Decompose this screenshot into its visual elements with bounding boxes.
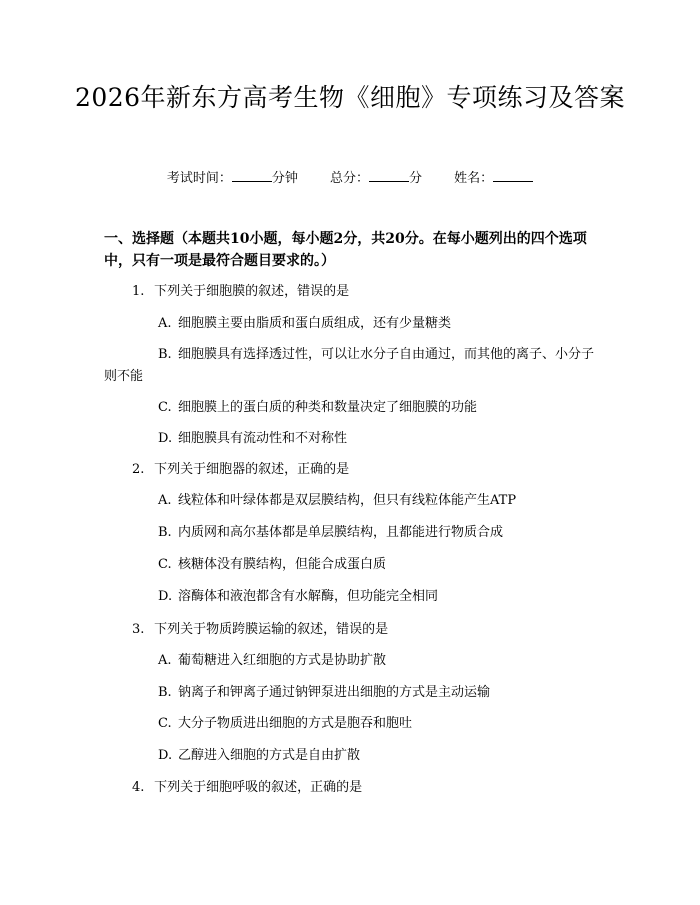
answer-option: [104, 428, 600, 450]
option-letter: D.: [158, 431, 173, 446]
answer-option: [104, 313, 600, 335]
answer-option: [104, 490, 600, 512]
question-text: 下列关于细胞呼吸的叙述，正确的是: [154, 780, 363, 795]
answer-option: [104, 554, 600, 576]
question-number: 2.: [132, 462, 145, 477]
option-text: 核糖体没有膜结构，但能合成蛋白质: [178, 557, 387, 572]
option-text: 溶酶体和液泡都含有水解酶，但功能完全相同: [178, 589, 439, 604]
option-letter: B.: [158, 525, 172, 540]
answer-option: [104, 586, 600, 608]
total-score-blank: [369, 169, 409, 182]
option-text: 细胞膜主要由脂质和蛋白质组成，还有少量糖类: [178, 316, 452, 331]
exam-time-label: 考试时间：: [166, 171, 232, 186]
option-text: 细胞膜具有流动性和不对称性: [178, 431, 348, 446]
option-text: 葡萄糖进入红细胞的方式是协助扩散: [178, 653, 387, 668]
option-letter: D.: [158, 748, 173, 763]
option-text: 乙醇进入细胞的方式是自由扩散: [178, 748, 361, 763]
option-letter: D.: [158, 589, 173, 604]
total-score-unit: 分: [409, 171, 423, 186]
option-letter: C.: [158, 400, 172, 415]
option-text: 细胞膜上的蛋白质的种类和数量决定了细胞膜的功能: [178, 400, 478, 415]
question-stem: [132, 778, 602, 798]
option-text: 线粒体和叶绿体都是双层膜结构，但只有线粒体能产生ATP: [178, 493, 517, 508]
question-number: 1.: [132, 284, 145, 299]
answer-option: [104, 522, 600, 544]
option-letter: A.: [158, 316, 172, 331]
document-title: 2026年新东方高考生物《细胞》专项练习及答案: [74, 83, 626, 112]
option-text: 大分子物质进出细胞的方式是胞吞和胞吐: [178, 716, 413, 731]
answer-option: [104, 682, 600, 704]
answer-option: [104, 745, 600, 767]
option-letter: C.: [158, 716, 172, 731]
exam-time-field: [167, 169, 298, 188]
student-name-blank: [493, 169, 533, 182]
answer-option: [104, 344, 600, 388]
option-letter: B.: [158, 685, 172, 700]
option-text: 内质网和高尔基体都是单层膜结构，且都能进行物质合成: [178, 525, 504, 540]
option-letter: A.: [158, 653, 172, 668]
answer-option: [104, 397, 600, 419]
option-text: 钠离子和钾离子通过钠钾泵进出细胞的方式是主动运输: [178, 685, 491, 700]
section-heading: 一、选择题（本题共10小题，每小题2分，共20分。在每小题列出的四个选项中，只有一项是最符合题目要求的。）: [104, 231, 587, 269]
question-stem: [132, 282, 602, 302]
question-stem: [132, 620, 602, 640]
exam-info-line: [0, 169, 700, 188]
option-text: 细胞膜具有选择透过性，可以让水分子自由通过，而其他的离子、小分子则不能: [104, 347, 595, 384]
question-text: 下列关于细胞器的叙述，正确的是: [154, 462, 350, 477]
answer-option: [104, 650, 600, 672]
option-letter: C.: [158, 557, 172, 572]
total-score-label: 总分：: [329, 171, 369, 186]
total-score-field: [330, 169, 422, 188]
question-text: 下列关于物质跨膜运输的叙述，错误的是: [154, 622, 389, 637]
question-number: 4.: [132, 780, 145, 795]
student-name-field: [454, 169, 533, 188]
question-number: 3.: [132, 622, 145, 637]
question-stem: [132, 460, 602, 480]
exam-time-unit: 分钟: [271, 171, 298, 186]
option-letter: A.: [158, 493, 172, 508]
exam-time-blank: [232, 169, 272, 182]
student-name-label: 姓名：: [454, 171, 494, 186]
question-text: 下列关于细胞膜的叙述，错误的是: [154, 284, 350, 299]
answer-option: [104, 713, 600, 735]
option-letter: B.: [158, 347, 172, 362]
